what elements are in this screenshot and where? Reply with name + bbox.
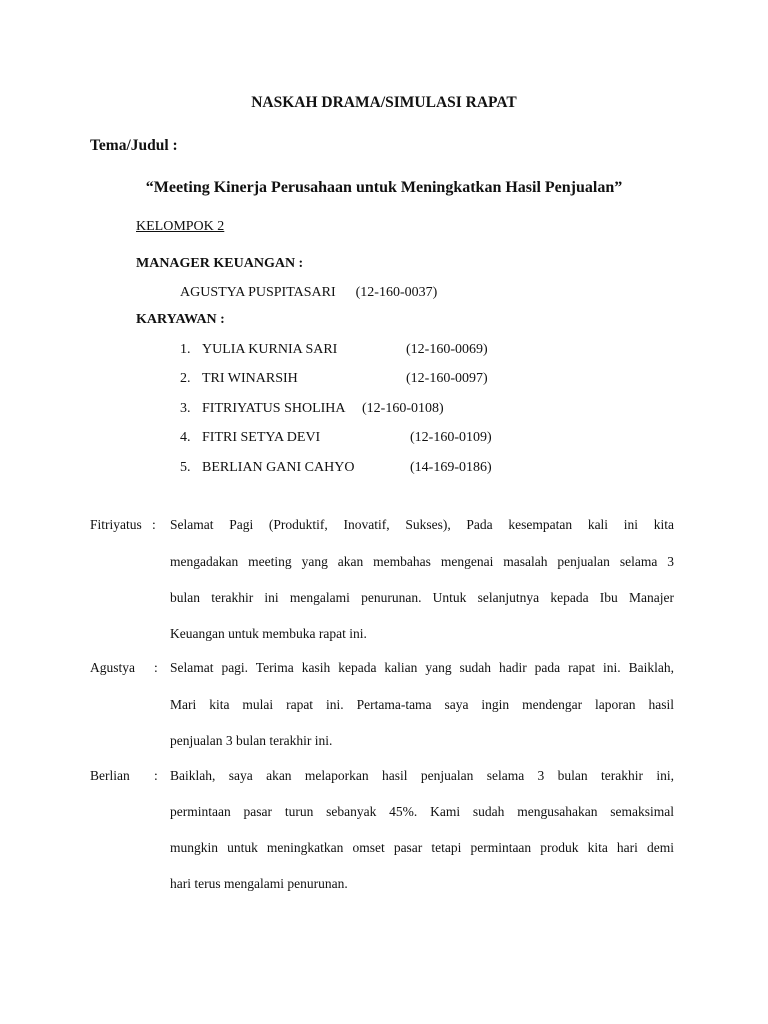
speaker-name: Fitriyatus xyxy=(90,517,142,532)
speaker-name: Agustya xyxy=(90,660,135,675)
dialogue-line: Selamat pagi. Terima kasih kepada kalian yang sudah hadir pada rapat ini. Baiklah, xyxy=(170,660,674,675)
employee-id: (12-160-0109) xyxy=(410,430,492,445)
employee-entry xyxy=(180,460,492,480)
manager-name: AGUSTYA PUSPITASARI xyxy=(180,285,336,300)
manager-entry xyxy=(180,285,437,301)
document-title: NASKAH DRAMA/SIMULASI RAPAT xyxy=(251,94,517,111)
speaker-colon: : xyxy=(152,517,156,532)
employee-entry xyxy=(180,401,444,421)
employee-id: (14-169-0186) xyxy=(410,460,492,475)
dialogue-line: Mari kita mulai rapat ini. Pertama-tama saya ingin mendengar laporan hasil xyxy=(170,697,674,712)
employee-number: 1. xyxy=(180,342,191,357)
employee-number: 3. xyxy=(180,401,191,416)
dialogue-line: Selamat Pagi (Produktif, Inovatif, Sukses), Pada kesempatan kali ini kita xyxy=(170,517,674,532)
dialogue-line: Keuangan untuk membuka rapat ini. xyxy=(170,626,367,641)
speaker-name: Berlian xyxy=(90,768,130,783)
employee-name: FITRI SETYA DEVI xyxy=(202,430,321,445)
employee-name: TRI WINARSIH xyxy=(202,371,298,386)
speaker-colon: : xyxy=(154,660,158,675)
theme-label: Tema/Judul : xyxy=(90,137,178,154)
employee-role-label: KARYAWAN : xyxy=(136,312,225,327)
dialogue-line: permintaan pasar turun sebanyak 45%. Kami sudah mengusahakan semaksimal xyxy=(170,804,674,819)
employee-entry xyxy=(180,342,488,362)
employee-entry xyxy=(180,430,492,450)
dialogue-line: hari terus mengalami penurunan. xyxy=(170,876,348,891)
employee-id: (12-160-0108) xyxy=(362,401,444,416)
meeting-subject: “Meeting Kinerja Perusahaan untuk Meningkatkan Hasil Penjualan” xyxy=(145,179,623,196)
employee-name: YULIA KURNIA SARI xyxy=(202,342,338,357)
employee-id: (12-160-0069) xyxy=(406,342,488,357)
speaker-colon: : xyxy=(154,768,158,783)
employee-number: 4. xyxy=(180,430,191,445)
employee-name: BERLIAN GANI CAHYO xyxy=(202,460,355,475)
dialogue-line: Baiklah, saya akan melaporkan hasil penjualan selama 3 bulan terakhir ini, xyxy=(170,768,674,783)
employee-name: FITRIYATUS SHOLIHA xyxy=(202,401,346,416)
employee-number: 5. xyxy=(180,460,191,475)
manager-id: (12-160-0037) xyxy=(355,285,438,300)
manager-role-label: MANAGER KEUANGAN : xyxy=(136,256,304,271)
employee-number: 2. xyxy=(180,371,191,386)
dialogue-line: mengadakan meeting yang akan membahas mengenai masalah penjualan selama 3 xyxy=(170,554,674,569)
group-name: KELOMPOK 2 xyxy=(136,219,225,234)
dialogue-line: penjualan 3 bulan terakhir ini. xyxy=(170,733,333,748)
employee-entry xyxy=(180,371,488,391)
dialogue-line: mungkin untuk meningkatkan omset pasar tetapi permintaan produk kita hari demi xyxy=(170,840,674,855)
dialogue-line: bulan terakhir ini mengalami penurunan. Untuk selanjutnya kepada Ibu Manajer xyxy=(170,590,674,605)
employee-id: (12-160-0097) xyxy=(406,371,488,386)
